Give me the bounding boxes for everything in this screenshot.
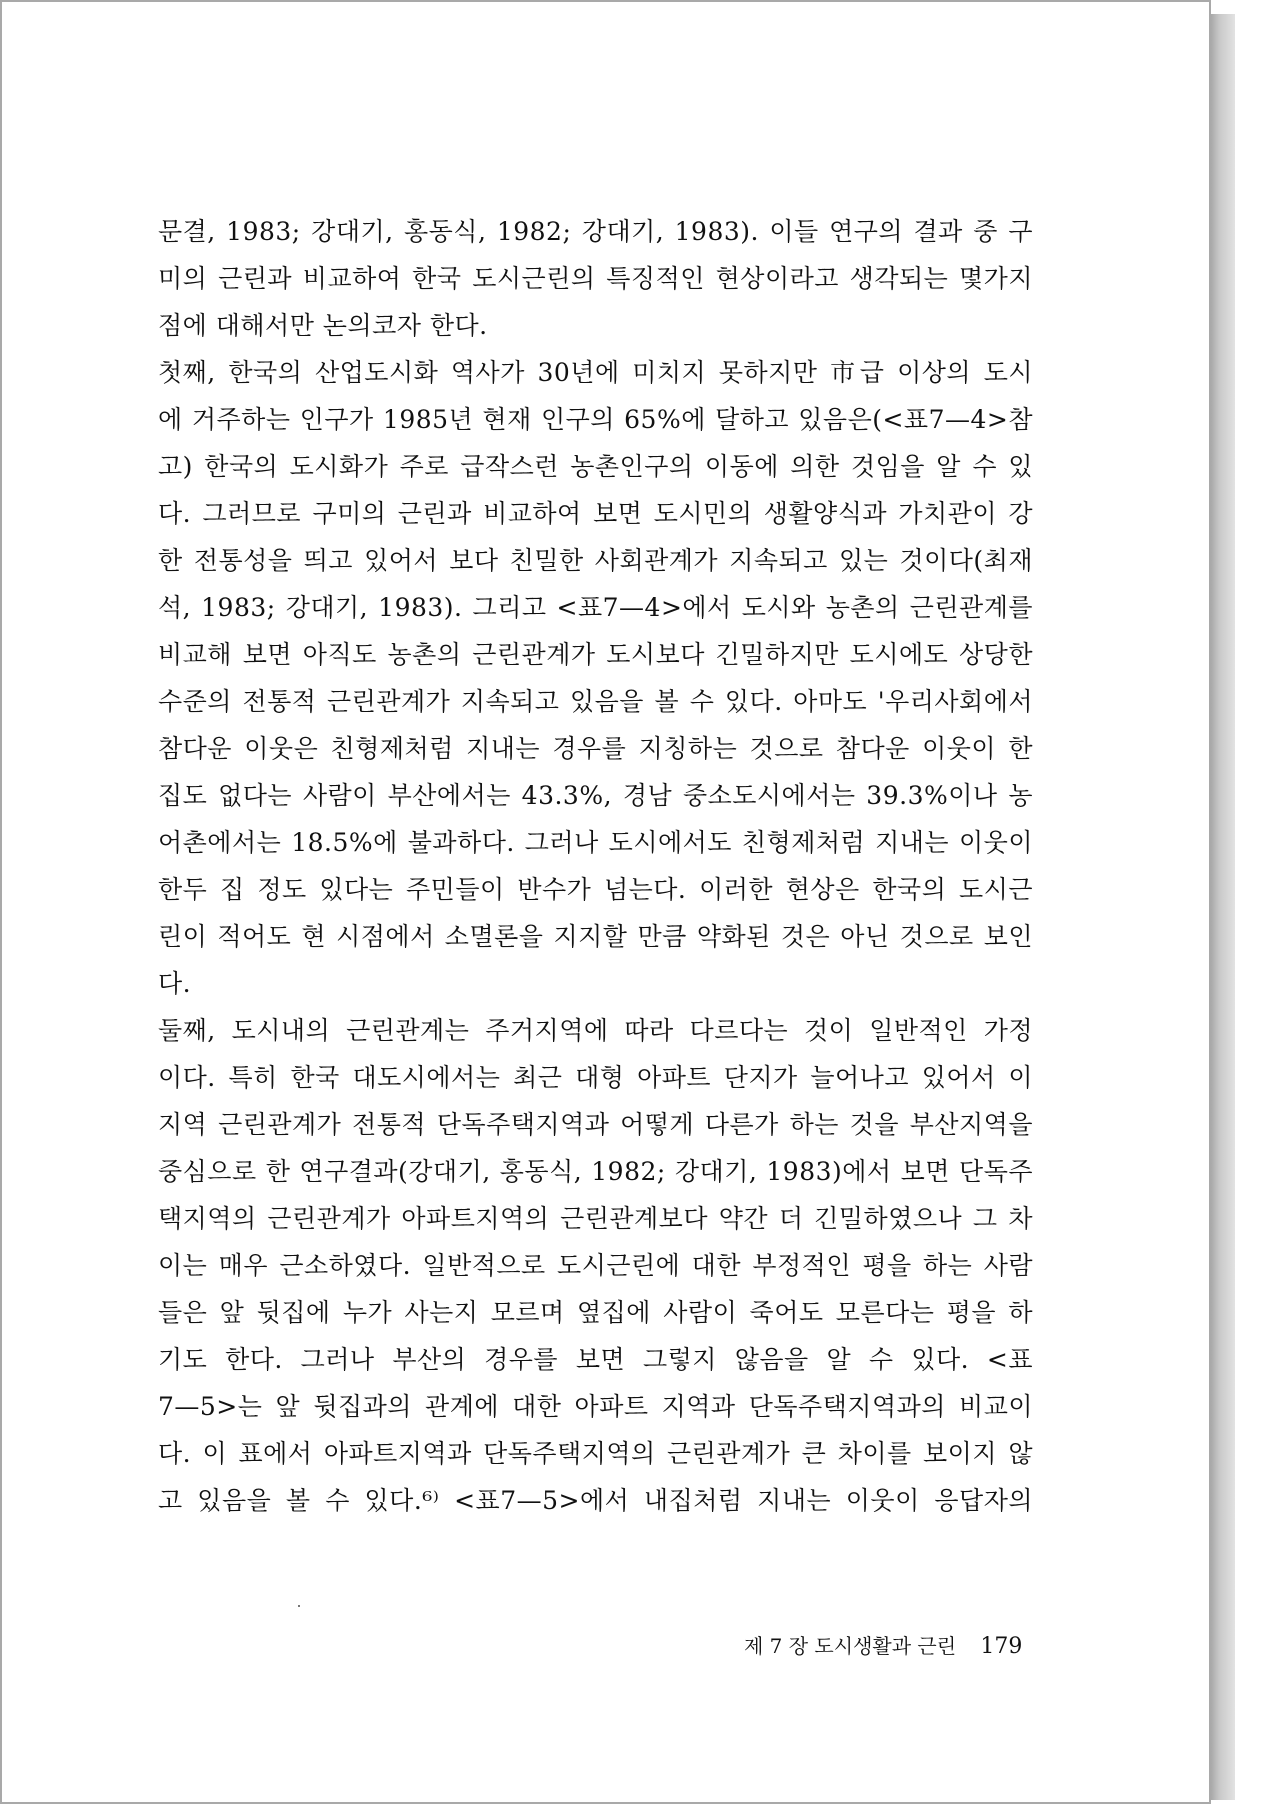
text-line: 첫째, 한국의 산업도시화 역사가 30년에 미치지 못하지만 市급 이상의 도시: [158, 358, 1033, 387]
text-line: 참다운 이웃은 친형제처럼 지내는 경우를 지칭하는 것으로 참다운 이웃이 한: [158, 734, 1033, 763]
text-line: 린이 적어도 현 시점에서 소멸론을 지지할 만큼 약화된 것은 아닌 것으로 보인: [158, 922, 1033, 951]
text-line: 한 전통성을 띄고 있어서 보다 친밀한 사회관계가 지속되고 있는 것이다(최재: [158, 546, 1033, 575]
text-line: 점에 대해서만 논의코자 한다.: [158, 311, 488, 340]
running-footer: [744, 1630, 1022, 1659]
text-line: 다. 그러므로 구미의 근린과 비교하여 보면 도시민의 생활양식과 가치관이 강: [158, 499, 1033, 528]
text-line: 이다. 특히 한국 대도시에서는 최근 대형 아파트 단지가 늘어나고 있어서 이: [158, 1063, 1033, 1092]
text-line: 집도 없다는 사람이 부산에서는 43.3%, 경남 중소도시에서는 39.3%이나 농: [158, 781, 1033, 810]
text-line: 택지역의 근린관계가 아파트지역의 근린관계보다 약간 더 긴밀하였으나 그 차: [158, 1204, 1033, 1233]
text-line: 이는 매우 근소하였다. 일반적으로 도시근린에 대한 부정적인 평을 하는 사람: [158, 1251, 1033, 1280]
text-line: 문결, 1983; 강대기, 홍동식, 1982; 강대기, 1983). 이들 연구의 결과 중 구: [158, 217, 1033, 246]
scan-speck: [298, 1605, 300, 1607]
text-line: 한두 집 정도 있다는 주민들이 반수가 넘는다. 이러한 현상은 한국의 도시근: [158, 875, 1033, 904]
text-line: 수준의 전통적 근린관계가 지속되고 있음을 볼 수 있다. 아마도 '우리사회에서: [158, 687, 1033, 716]
text-line: 에 거주하는 인구가 1985년 현재 인구의 65%에 달하고 있음은(<표7—4>참: [158, 405, 1033, 434]
text-line: 비교해 보면 아직도 농촌의 근린관계가 도시보다 긴밀하지만 도시에도 상당한: [158, 640, 1033, 669]
text-line: 석, 1983; 강대기, 1983). 그리고 <표7—4>에서 도시와 농촌의 근린관계를: [158, 593, 1033, 622]
text-line: 들은 앞 뒷집에 누가 사는지 모르며 옆집에 사람이 죽어도 모른다는 평을 하: [158, 1298, 1033, 1327]
text-line: 고) 한국의 도시화가 주로 급작스런 농촌인구의 이동에 의한 것임을 알 수 있: [158, 452, 1033, 481]
text-line: 기도 한다. 그러나 부산의 경우를 보면 그렇지 않음을 알 수 있다. <표: [158, 1345, 1033, 1374]
page-edge-shadow: [1207, 14, 1235, 1800]
page-number: 179: [980, 1634, 1023, 1659]
text-line: 다. 이 표에서 아파트지역과 단독주택지역의 근린관계가 큰 차이를 보이지 않: [158, 1439, 1033, 1468]
text-line: 지역 근린관계가 전통적 단독주택지역과 어떻게 다른가 하는 것을 부산지역을: [158, 1110, 1033, 1139]
text-line: 중심으로 한 연구결과(강대기, 홍동식, 1982; 강대기, 1983)에서 보면 단독주: [158, 1157, 1033, 1186]
text-line: 고 있음을 볼 수 있다.⁶⁾ <표7—5>에서 내집처럼 지내는 이웃이 응답자의: [158, 1486, 1033, 1515]
body-text: [158, 208, 1033, 1524]
text-line: 어촌에서는 18.5%에 불과하다. 그러나 도시에서도 친형제처럼 지내는 이웃이: [158, 828, 1033, 857]
text-line: 7—5>는 앞 뒷집과의 관계에 대한 아파트 지역과 단독주택지역과의 비교이: [158, 1392, 1033, 1421]
chapter-title: 제 7 장 도시생활과 근린: [744, 1634, 957, 1658]
text-line: 둘째, 도시내의 근린관계는 주거지역에 따라 다르다는 것이 일반적인 가정: [158, 1016, 1033, 1045]
text-line: 미의 근린과 비교하여 한국 도시근린의 특징적인 현상이라고 생각되는 몇가지: [158, 264, 1033, 293]
text-line: 다.: [158, 969, 192, 998]
